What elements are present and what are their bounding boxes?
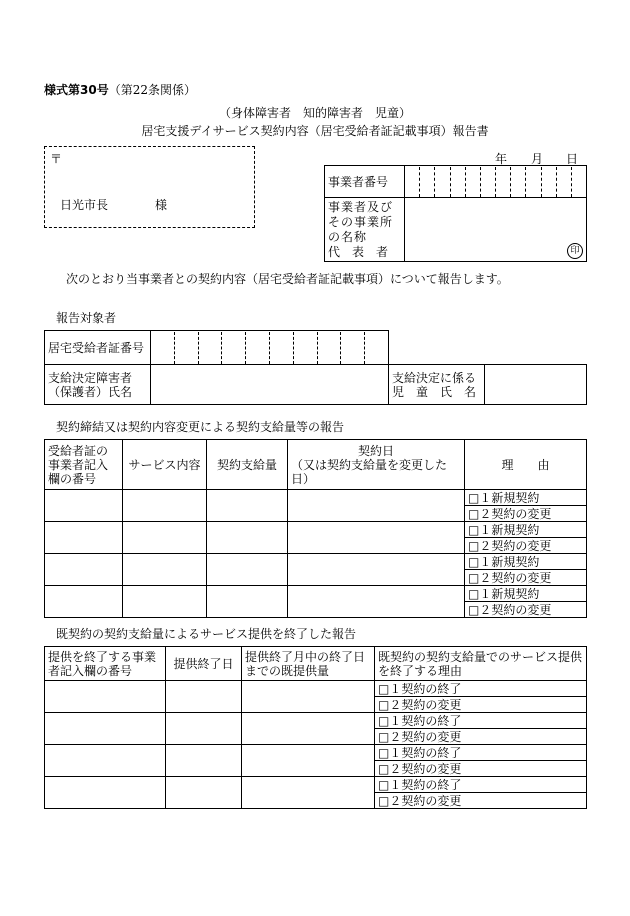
col-header-amount: 契約支給量 [207,440,288,490]
cert-number-label: 居宅受給者証番号 [45,331,151,365]
reason-change-contract[interactable]: □２契約の変更 [465,570,587,586]
provider-name-field[interactable] [405,198,587,262]
subject-table [44,330,587,405]
section3-heading: 既契約の契約支給量によるサービス提供を終了した報告 [56,627,357,641]
col-header-reason: 理 由 [465,440,587,490]
col-header-date-note: （又は契約支給量を変更した日） [291,457,448,486]
provider-number-field[interactable] [405,166,587,198]
reason-new-contract[interactable]: □１新規契約 [465,522,587,538]
reason-end-contract[interactable]: □１契約の終了 [375,777,587,793]
table-row[interactable] [45,586,123,618]
form-number-line [44,81,196,98]
reason-end-contract[interactable]: □１契約の終了 [375,745,587,761]
provider-number-label: 事業者番号 [325,166,405,198]
guardian-name-field[interactable] [151,365,389,405]
col-header-service: サービス内容 [123,440,207,490]
col-header-end-number: 提供を終了する事業者記入欄の番号 [45,647,166,681]
subtitle: （身体障害者 知的障害者 児童） [218,106,411,120]
col-header-provided-amount: 提供終了月中の終了日までの既提供量 [242,647,375,681]
col-header-end-reason: 既契約の契約支給量でのサービス提供を終了する理由 [375,647,587,681]
col-header-date: 契約日 [357,443,394,458]
provider-rep-label: 代 表 者 [328,245,389,259]
termination-table [44,646,587,809]
form-relation: （第22条関係） [108,83,196,97]
reason-change-contract[interactable]: □２契約の変更 [375,697,587,713]
provider-name-label: 事業者及び その事業所 の名称 [328,200,394,244]
reason-new-contract[interactable]: □１新規契約 [465,490,587,506]
section2-heading: 契約締結又は契約内容変更による契約支給量等の報告 [56,420,345,434]
provider-table [324,165,587,262]
seal-mark: 印 [567,243,583,259]
guardian-name-label: 支給決定障害者（保護者）氏名 [45,365,151,405]
date-day: 日 [566,152,579,166]
reason-end-contract[interactable]: □１契約の終了 [375,681,587,697]
address-box[interactable] [44,146,255,228]
reason-change-contract[interactable]: □２契約の変更 [375,761,587,777]
date-month: 月 [531,152,544,166]
child-name-field[interactable] [485,365,587,405]
addressee: 日光市長 [60,198,109,212]
form-number: 様式第30号 [44,83,109,97]
date-year: 年 [495,152,508,166]
table-row[interactable] [45,490,123,522]
table-row[interactable] [45,745,166,777]
table-row[interactable] [45,713,166,745]
table-row[interactable] [45,522,123,554]
col-header-end-date: 提供終了日 [166,647,242,681]
reason-new-contract[interactable]: □１新規契約 [465,586,587,602]
reason-new-contract[interactable]: □１新規契約 [465,554,587,570]
intro-text: 次のとおり当事業者との契約内容（居宅受給者証記載事項）について報告します。 [66,272,509,286]
reason-change-contract[interactable]: □２契約の変更 [465,602,587,618]
postal-mark: 〒 [50,152,63,166]
reason-change-contract[interactable]: □２契約の変更 [465,538,587,554]
reason-end-contract[interactable]: □１契約の終了 [375,713,587,729]
contract-table [44,439,587,618]
section1-heading: 報告対象者 [56,311,117,325]
table-row[interactable] [45,777,166,809]
title: 居宅支援デイサービス契約内容（居宅受給者証記載事項）報告書 [141,124,489,138]
reason-change-contract[interactable]: □２契約の変更 [375,793,587,809]
cert-number-field[interactable] [151,331,389,365]
col-header-number: 受給者証の事業者記入欄の番号 [45,440,123,490]
table-row[interactable] [45,554,123,586]
reason-change-contract[interactable]: □２契約の変更 [465,506,587,522]
child-name-label: 支給決定に係る 児 童 氏 名 [389,365,485,405]
addressee-suffix: 様 [155,198,168,212]
reason-change-contract[interactable]: □２契約の変更 [375,729,587,745]
table-row[interactable] [45,681,166,713]
